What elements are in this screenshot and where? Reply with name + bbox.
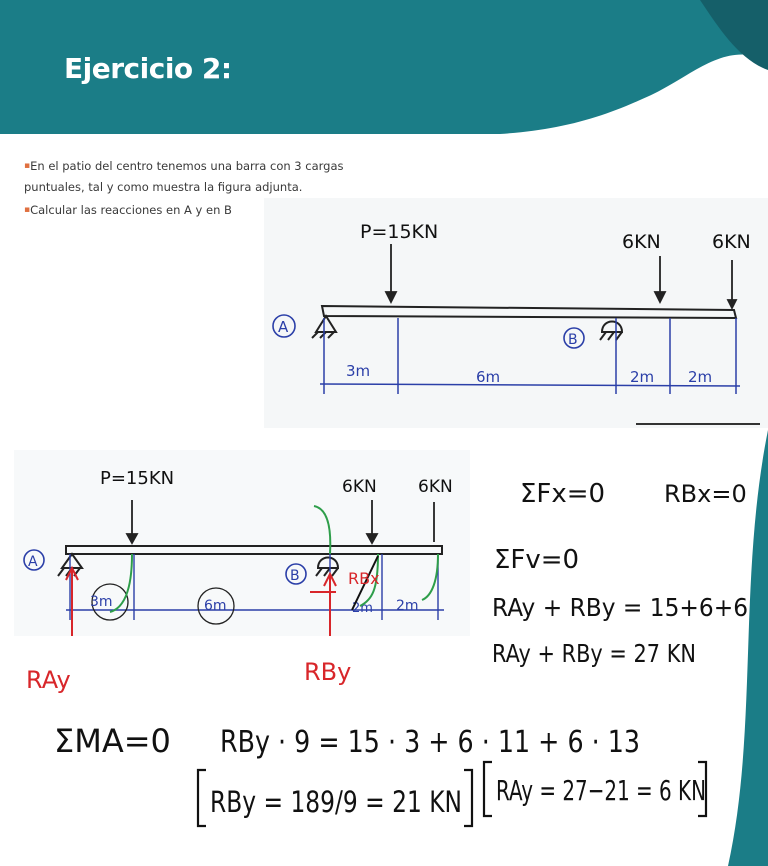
equations-bottom	[40, 706, 740, 856]
support-label-b: B	[568, 332, 578, 348]
eq-rby-result: RBy = 189/9 = 21 KN	[210, 785, 462, 819]
eq-sum-reactions: RAy + RBy = 15+6+6	[492, 593, 748, 622]
load-label-p: P=15KN	[360, 221, 439, 243]
span-label-2m-1: 2m	[630, 368, 655, 386]
beam-figure	[264, 198, 768, 428]
bracket-left-icon	[484, 762, 492, 816]
support-label-a: A	[278, 318, 289, 336]
eq-ray-result: RAy = 27−21 = 6 KN	[496, 774, 706, 807]
eq-rbx: RBx=0	[664, 480, 747, 508]
span-label-2m-2: 2m	[688, 368, 713, 386]
load-label-p: P=15KN	[100, 468, 175, 489]
bullet-dot-icon: ▪	[24, 161, 31, 171]
bracket-right-icon	[464, 770, 472, 826]
eq-sum-fx: ΣFx=0	[520, 479, 606, 509]
load-label-6kn-1: 6KN	[342, 477, 377, 497]
reaction-label-ray: RAy	[26, 666, 71, 694]
span-label-2m-1: 2m	[352, 601, 373, 616]
span-label-2m-2: 2m	[396, 598, 419, 614]
page-title: Ejercicio 2:	[64, 52, 232, 85]
reaction-labels	[0, 640, 400, 700]
eq-sum-fv: ΣFv=0	[494, 545, 580, 575]
bullet-dot-icon: ▪	[24, 205, 31, 215]
bracket-left-icon	[198, 770, 206, 826]
span-label-3m: 3m	[346, 362, 371, 380]
annotated-beam-figure	[14, 450, 470, 636]
eq-sum-moment-a: ΣMA=0	[54, 722, 171, 760]
span-label-6m: 6m	[204, 598, 227, 614]
bullet-text: Calcular las reacciones en A y en B	[30, 203, 232, 217]
equations-right	[480, 460, 760, 690]
load-label-6kn-1: 6KN	[622, 231, 661, 253]
support-label-a: A	[28, 554, 38, 570]
load-label-6kn-2: 6KN	[418, 477, 453, 497]
bullet-item	[24, 156, 364, 198]
eq-sum-total: RAy + RBy = 27 KN	[492, 639, 696, 668]
bullet-text: En el patio del centro tenemos una barra con 3 cargas puntuales, tal y como muestra la figura adjunta.	[24, 159, 344, 194]
figure-background	[264, 198, 768, 428]
load-label-6kn-2: 6KN	[712, 231, 751, 253]
eq-moment-expansion: RBy · 9 = 15 · 3 + 6 · 11 + 6 · 13	[220, 725, 640, 760]
span-label-6m: 6m	[476, 368, 501, 386]
reaction-label-rby: RBy	[304, 658, 352, 686]
span-label-3m: 3m	[90, 594, 113, 610]
support-label-b: B	[290, 568, 300, 584]
reaction-label-rbx: RBx	[348, 569, 380, 588]
